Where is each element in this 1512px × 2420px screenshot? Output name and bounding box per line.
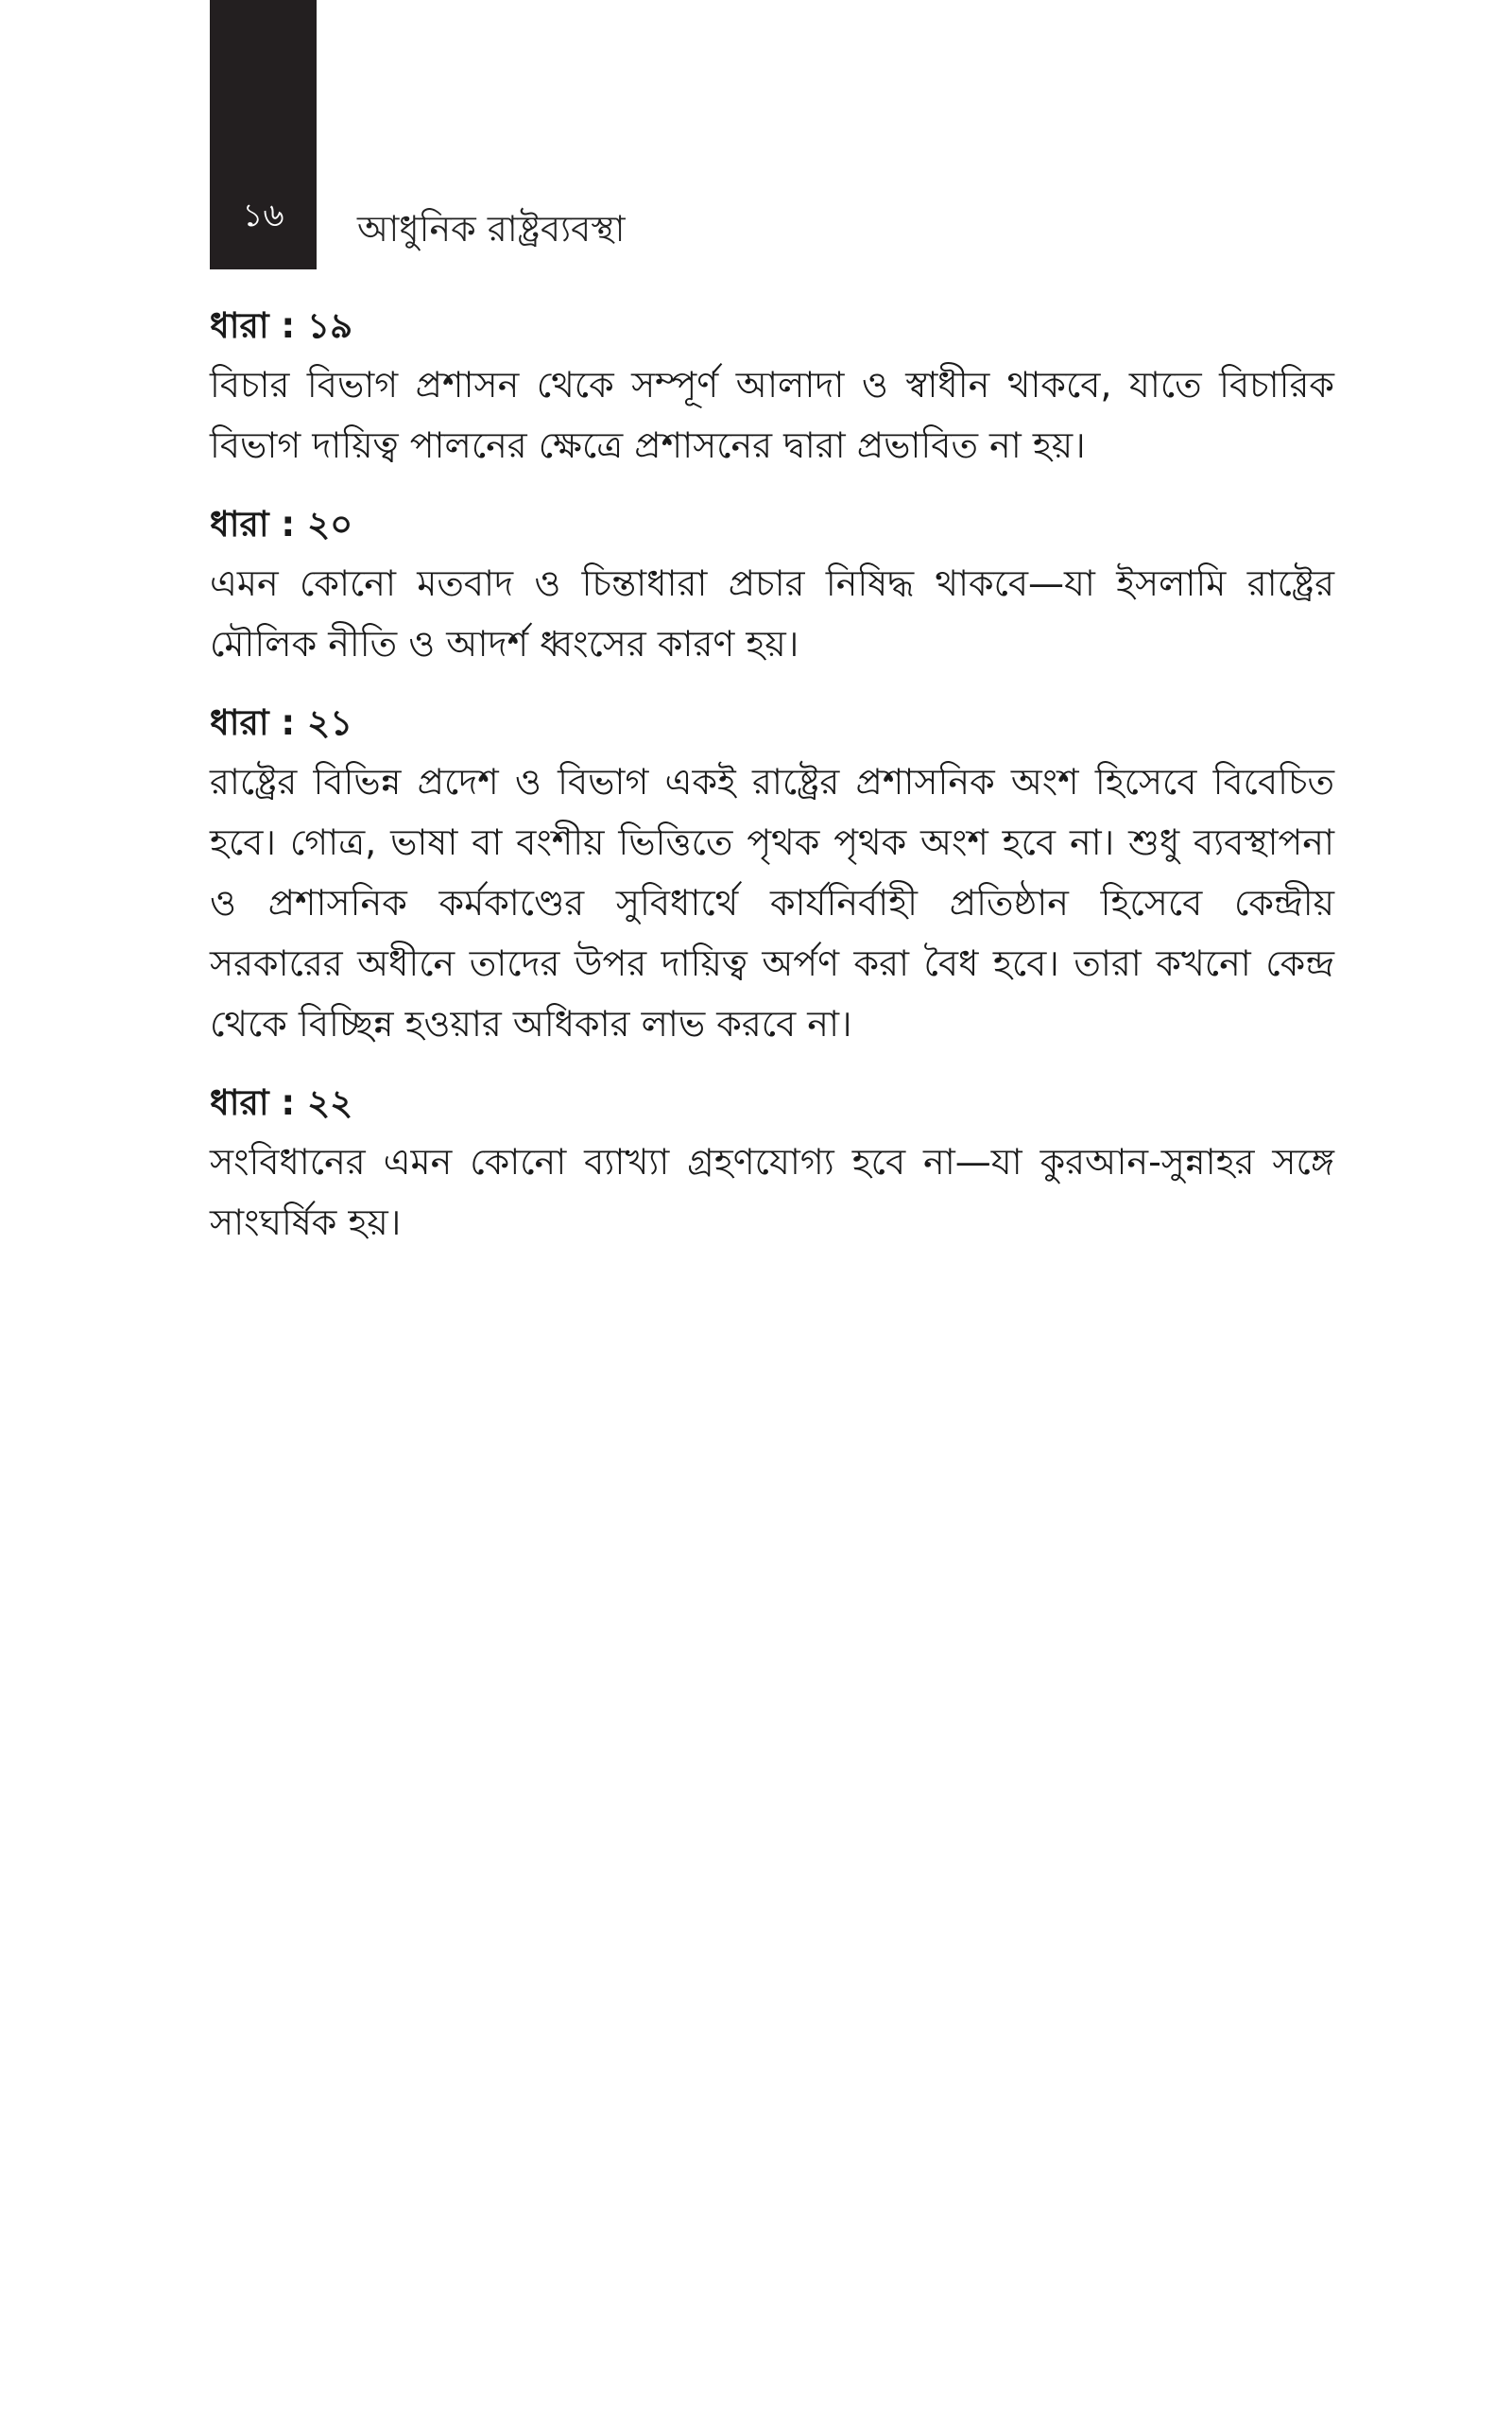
article-body: সংবিধানের এমন কোনো ব্যাখ্যা গ্রহণযোগ্য হবে না—যা কুরআন-সুন্নাহর সঙ্গে সাংঘর্ষিক হয়। — [210, 1141, 1334, 1243]
article-heading: ধারা : ২১ — [210, 702, 353, 743]
article-heading: ধারা : ১৯ — [210, 305, 353, 346]
article-body: বিচার বিভাগ প্রশাসন থেকে সম্পূর্ণ আলাদা ও স্বাধীন থাকবে, যাতে বিচারিক বিভাগ দায়িত্ব পালনের ক্ষেত্রে প্রশাসনের দ্বারা প্রভাবিত না হয়। — [210, 364, 1334, 466]
article-22 — [210, 1075, 1334, 1253]
article-heading: ধারা : ২০ — [210, 504, 353, 544]
page-content — [210, 298, 1334, 1273]
page-number: ১৬ — [242, 197, 284, 234]
page-number-tab — [210, 0, 317, 269]
article-20 — [210, 496, 1334, 674]
article-heading: ধারা : ২২ — [210, 1082, 353, 1123]
article-21 — [210, 695, 1334, 1054]
article-body: রাষ্ট্রের বিভিন্ন প্রদেশ ও বিভাগ একই রাষ্ট্রের প্রশাসনিক অংশ হিসেবে বিবেচিত হবে। গোত্র, ভাষা বা বংশীয় ভিত্তিতে পৃথক পৃথক অংশ হবে না। শুধু ব্যবস্থাপনা ও প্রশাসনিক কর্মকাণ্ডের সুবিধার্থে কার্যনির্বাহী প্রতিষ্ঠান হিসেবে কেন্দ্রীয় সরকারের অধীনে তাদের উপর দায়িত্ব অর্পণ করা বৈধ হবে। তারা কখনো কেন্দ্র থেকে বিচ্ছিন্ন হওয়ার অধিকার লাভ করবে না। — [210, 761, 1334, 1045]
article-19 — [210, 298, 1334, 475]
running-header-title: আধুনিক রাষ্ট্রব্যবস্থা — [357, 208, 626, 250]
article-body: এমন কোনো মতবাদ ও চিন্তাধারা প্রচার নিষিদ্ধ থাকবে—যা ইসলামি রাষ্ট্রের মৌলিক নীতি ও আদর্শ ধ্বংসের কারণ হয়। — [210, 562, 1334, 665]
